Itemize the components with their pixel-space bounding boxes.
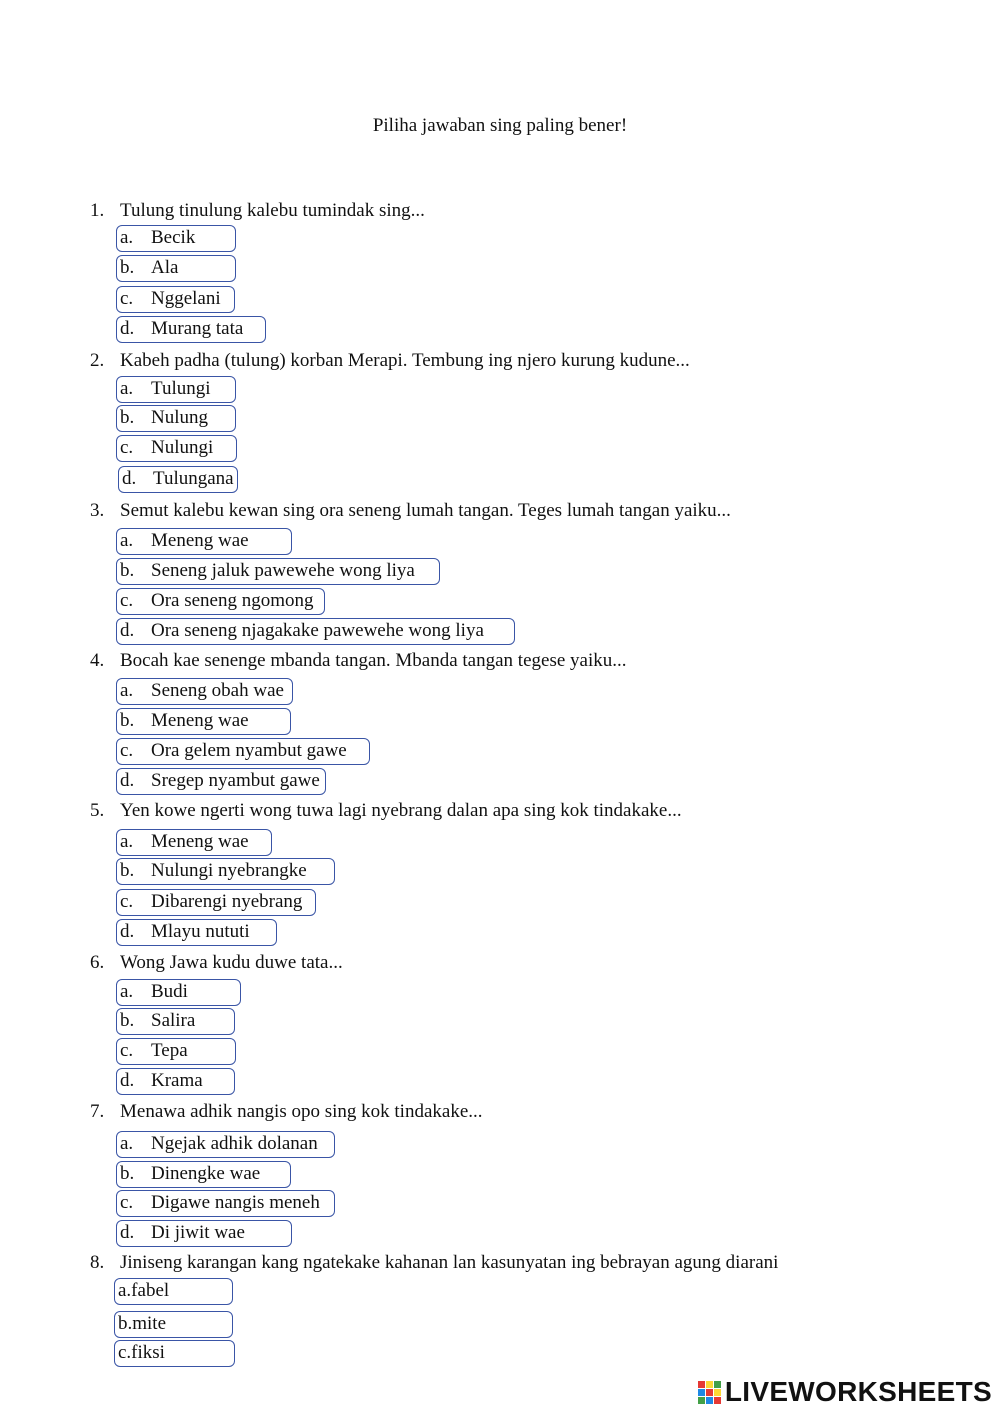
answer-option-2-3[interactable] [116, 435, 237, 462]
option-letter: a. [120, 227, 134, 248]
question-text: Wong Jawa kudu duwe tata... [120, 952, 343, 973]
option-text: Ora gelem nyambut gawe [151, 740, 347, 761]
option-text: Ngejak adhik dolanan [151, 1133, 318, 1154]
option-text: Ala [151, 257, 179, 278]
answer-option-2-1[interactable] [116, 376, 236, 403]
option-text: Salira [151, 1010, 196, 1031]
option-letter: a. [120, 831, 134, 852]
option-text: Nulung [151, 407, 208, 428]
answer-option-4-4[interactable] [116, 768, 326, 795]
liveworksheets-logo [698, 1377, 992, 1407]
worksheet-title: Piliha jawaban sing paling bener! [372, 115, 628, 136]
question-1 [90, 200, 425, 222]
answer-option-8-3[interactable] [114, 1340, 235, 1367]
answer-option-3-1[interactable] [116, 528, 292, 555]
option-text: Seneng jaluk pawewehe wong liya [151, 560, 415, 581]
question-text: Bocah kae senenge mbanda tangan. Mbanda tangan tegese yaiku... [120, 650, 627, 671]
answer-option-7-2[interactable] [116, 1161, 291, 1188]
answer-option-8-2[interactable] [114, 1311, 233, 1338]
option-text: Tulungana [153, 468, 234, 489]
answer-option-7-4[interactable] [116, 1220, 292, 1247]
option-letter: d. [122, 468, 137, 489]
question-number: 2. [90, 350, 105, 371]
liveworksheets-grid-icon [698, 1381, 721, 1404]
logo-square [706, 1381, 713, 1388]
answer-option-3-4[interactable] [116, 618, 515, 645]
option-text: Meneng wae [151, 710, 249, 731]
logo-square [706, 1397, 713, 1404]
answer-option-6-2[interactable] [116, 1008, 235, 1035]
answer-option-1-3[interactable] [116, 286, 235, 313]
option-letter: a. [120, 680, 134, 701]
option-text: Budi [151, 981, 188, 1002]
option-text: Sregep nyambut gawe [151, 770, 320, 791]
option-text: Digawe nangis meneh [151, 1192, 320, 1213]
option-text: Mlayu nututi [151, 921, 250, 942]
option-letter: b. [120, 560, 135, 581]
answer-option-3-3[interactable] [116, 588, 325, 615]
answer-option-6-4[interactable] [116, 1068, 235, 1095]
answer-option-6-1[interactable] [116, 979, 241, 1006]
option-text: Nggelani [151, 288, 221, 309]
question-number: 3. [90, 500, 105, 521]
answer-option-7-1[interactable] [116, 1131, 335, 1158]
logo-square [714, 1389, 721, 1396]
answer-option-5-1[interactable] [116, 829, 272, 856]
option-letter: d. [120, 1070, 135, 1091]
logo-square [698, 1397, 705, 1404]
question-number: 4. [90, 650, 105, 671]
question-7 [90, 1101, 483, 1123]
question-text: Menawa adhik nangis opo sing kok tindakake... [120, 1101, 483, 1122]
answer-option-2-4[interactable] [118, 466, 238, 493]
option-text: a.fabel [118, 1280, 170, 1301]
question-5 [90, 800, 682, 822]
option-letter: c. [120, 437, 134, 458]
answer-option-6-3[interactable] [116, 1038, 236, 1065]
option-text: Seneng obah wae [151, 680, 284, 701]
answer-option-1-1[interactable] [116, 225, 236, 252]
option-letter: d. [120, 921, 135, 942]
logo-square [714, 1397, 721, 1404]
answer-option-4-3[interactable] [116, 738, 370, 765]
option-letter: c. [120, 740, 134, 761]
option-letter: a. [120, 378, 134, 399]
question-number: 8. [90, 1252, 105, 1273]
question-4 [90, 650, 626, 672]
option-text: Ora seneng njagakake pawewehe wong liya [151, 620, 484, 641]
logo-square [698, 1381, 705, 1388]
answer-option-5-4[interactable] [116, 919, 277, 946]
question-text: Semut kalebu kewan sing ora seneng lumah tangan. Teges lumah tangan yaiku... [120, 500, 731, 521]
option-letter: b. [120, 710, 135, 731]
option-text: Meneng wae [151, 530, 249, 551]
answer-option-5-3[interactable] [116, 889, 316, 916]
option-text: Krama [151, 1070, 203, 1091]
option-text: Tulungi [151, 378, 211, 399]
question-text: Yen kowe ngerti wong tuwa lagi nyebrang dalan apa sing kok tindakake... [120, 800, 682, 821]
option-letter: a. [120, 981, 134, 1002]
answer-option-1-4[interactable] [116, 316, 266, 343]
option-letter: a. [120, 1133, 134, 1154]
option-letter: d. [120, 1222, 135, 1243]
option-letter: d. [120, 318, 135, 339]
question-2 [90, 350, 690, 372]
option-text: Nulungi [151, 437, 214, 458]
question-number: 6. [90, 952, 105, 973]
option-text: Meneng wae [151, 831, 249, 852]
option-text: b.mite [118, 1313, 167, 1334]
option-text: Di jiwit wae [151, 1222, 245, 1243]
option-text: Dibarengi nyebrang [151, 891, 303, 912]
question-3 [90, 500, 731, 522]
question-text: Kabeh padha (tulung) korban Merapi. Tembung ing njero kurung kudune... [120, 350, 690, 371]
option-text: Ora seneng ngomong [151, 590, 314, 611]
option-letter: d. [120, 620, 135, 641]
option-text: c.fiksi [118, 1342, 165, 1363]
option-letter: b. [120, 407, 135, 428]
answer-option-2-2[interactable] [116, 405, 236, 432]
answer-option-1-2[interactable] [116, 255, 236, 282]
option-text: Nulungi nyebrangke [151, 860, 307, 881]
option-letter: c. [120, 1192, 134, 1213]
option-letter: b. [120, 1010, 135, 1031]
question-text: Tulung tinulung kalebu tumindak sing... [120, 200, 425, 221]
question-number: 1. [90, 200, 105, 221]
option-letter: c. [120, 891, 134, 912]
option-text: Dinengke wae [151, 1163, 261, 1184]
option-letter: d. [120, 770, 135, 791]
option-text: Tepa [151, 1040, 188, 1061]
option-text: Murang tata [151, 318, 244, 339]
question-6 [90, 952, 343, 974]
question-number: 7. [90, 1101, 105, 1122]
logo-text: LIVEWORKSHEETS [724, 1376, 992, 1407]
question-text: Jiniseng karangan kang ngatekake kahanan lan kasunyatan ing bebrayan agung diarani [120, 1252, 779, 1273]
question-8 [90, 1252, 778, 1274]
option-letter: c. [120, 1040, 134, 1061]
logo-square [706, 1389, 713, 1396]
option-letter: c. [120, 288, 134, 309]
question-number: 5. [90, 800, 105, 821]
option-text: Becik [151, 227, 196, 248]
option-letter: b. [120, 1163, 135, 1184]
answer-option-4-1[interactable] [116, 678, 293, 705]
option-letter: c. [120, 590, 134, 611]
option-letter: a. [120, 530, 134, 551]
option-letter: b. [120, 257, 135, 278]
answer-option-5-2[interactable] [116, 858, 335, 885]
logo-square [714, 1381, 721, 1388]
answer-option-4-2[interactable] [116, 708, 291, 735]
answer-option-8-1[interactable] [114, 1278, 233, 1305]
option-letter: b. [120, 860, 135, 881]
logo-square [698, 1389, 705, 1396]
answer-option-7-3[interactable] [116, 1190, 335, 1217]
answer-option-3-2[interactable] [116, 558, 440, 585]
